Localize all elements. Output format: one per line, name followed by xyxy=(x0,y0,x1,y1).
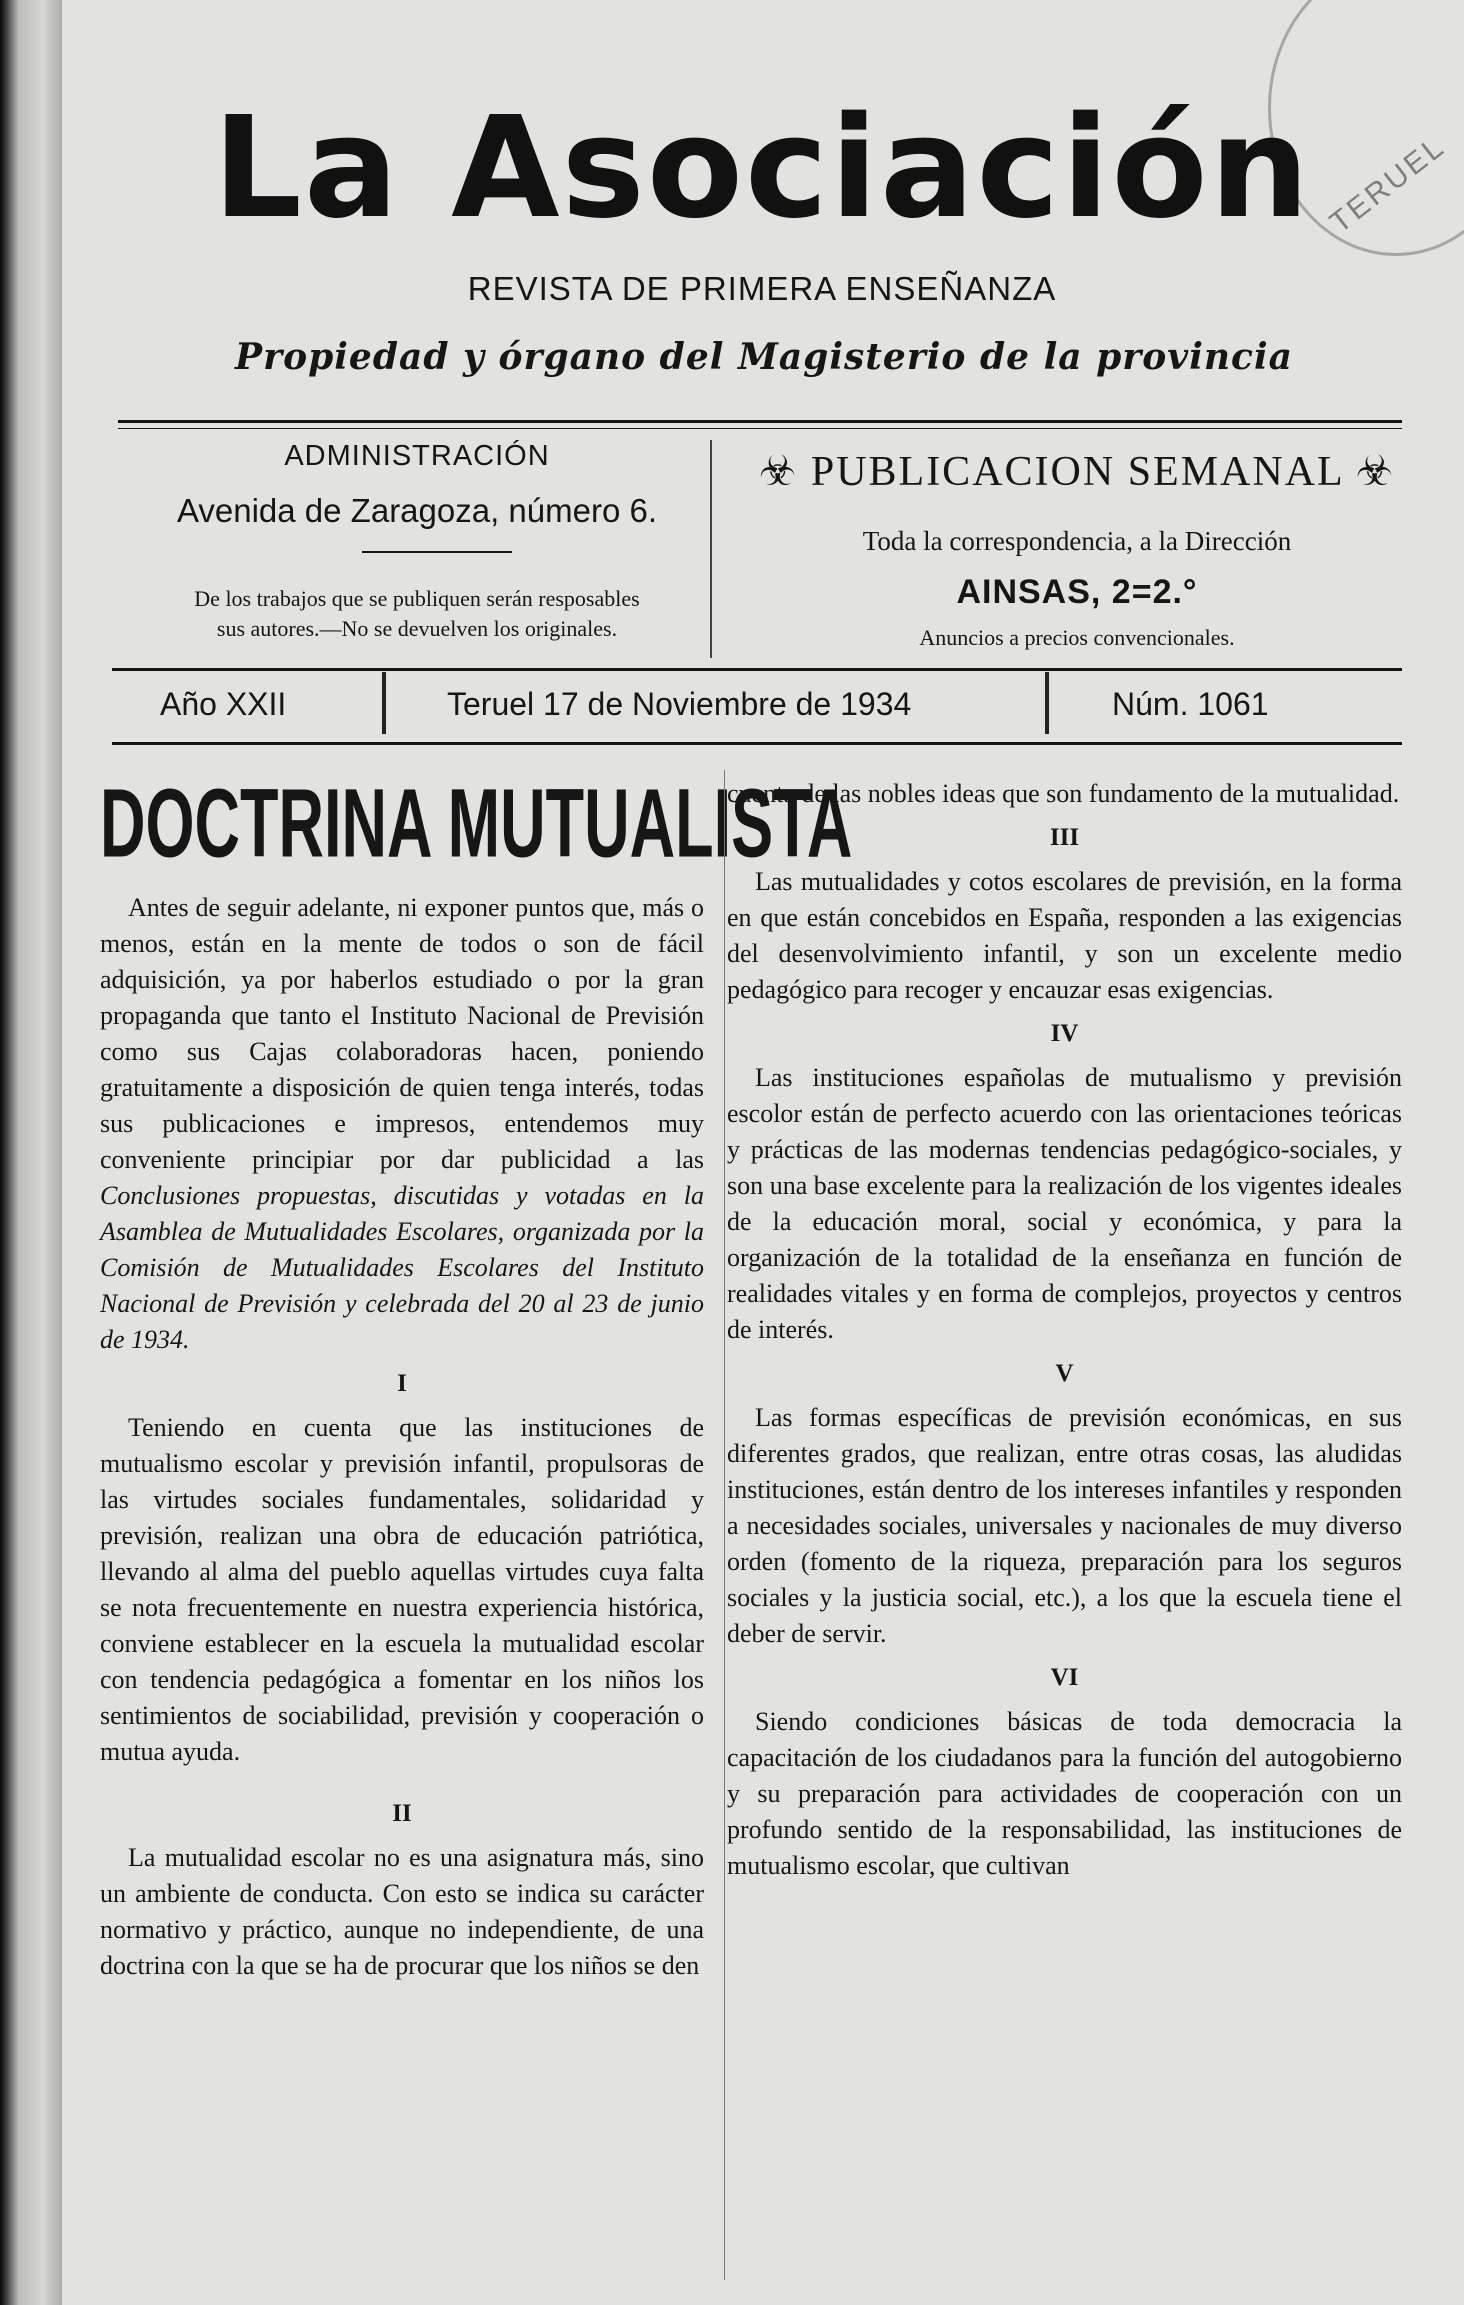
publication-ads: Anuncios a precios convencionales. xyxy=(919,625,1235,650)
section-heading-1: I xyxy=(397,1370,407,1397)
administration-note-line-1: De los trabajos que se publiquen serán resposables xyxy=(194,586,640,611)
header-rule-top xyxy=(118,420,1402,423)
masthead-title: La Asociación xyxy=(212,87,1312,250)
section-body-2: La mutualidad escolar no es una asignatura más, sino un ambiente de conducta. Con esto se indica su carácter normativo y práctico, aunque no independiente, de una doctrina con la que se ha de procurar que los niños se den xyxy=(100,1843,704,1980)
stamp-text: TERUEL xyxy=(1323,129,1452,240)
section-body-1: Teniendo en cuenta que las instituciones de mutualismo escolar y previsión infantil, propulsoras de las virtudes sociales fundamentales, solidaridad y previsión, realizan una obra de educación patriótica, llevando al alma del pueblo aquellas virtudes cuya falta se nota frecuentemente en nuestra experiencia histórica, conviene establecer en la escuela la mutualidad escolar con tendencia pedagógica a fomentar en los niños los sentimientos de sociabilidad, previsión y cooperación o mutua ayuda. xyxy=(100,1413,704,1766)
header-column-divider xyxy=(710,440,712,658)
issue-rule-top xyxy=(112,668,1402,671)
publication-correspondence: Toda la correspondencia, a la Dirección xyxy=(862,526,1292,556)
newspaper-page xyxy=(62,0,1464,2305)
article-column-right xyxy=(727,776,1402,1884)
administration-note-line-2: sus autores.—No se devuelven los originales. xyxy=(216,615,618,641)
publication-title: ☣ PUBLICACION SEMANAL ☣ xyxy=(758,449,1396,495)
article-intro xyxy=(100,890,704,1358)
spacer xyxy=(100,1770,704,1788)
administration-address: Avenida de Zaragoza, número 6. xyxy=(176,492,658,529)
administration-divider xyxy=(362,551,512,553)
section-heading-5: V xyxy=(1055,1360,1074,1387)
issue-rule-bottom xyxy=(112,742,1402,745)
book-spine xyxy=(0,0,62,2305)
section-heading-6: VI xyxy=(1050,1664,1079,1691)
issue-year: Año XXII xyxy=(160,686,287,722)
issue-separator-left xyxy=(382,672,386,734)
masthead-tagline: Propiedad y órgano del Magisterio de la provincia xyxy=(235,336,1293,378)
masthead-subtitle: REVISTA DE PRIMERA ENSEÑANZA xyxy=(467,270,1057,307)
administration-heading: ADMINISTRACIÓN xyxy=(284,440,550,472)
section-body-2-continued: cuenta de las nobles ideas que son fundamento de la mutualidad. xyxy=(727,779,1400,808)
section-body-3: Las mutualidades y cotos escolares de previsión, en la forma en que están concebidos en España, responden a las exigencias del desenvolvimiento infantil, y son un excelente medio pedagógico para recoger y encauzar esas exigencias. xyxy=(727,867,1402,1004)
section-body-6: Siendo condiciones básicas de toda democracia la capacitación de los ciudadanos para la función del autogobierno y su preparación para actividades de cooperación con un profundo sentido de la responsabilidad, las instituciones de mutualismo escolar, que cultivan xyxy=(727,1707,1402,1880)
section-body-5: Las formas específicas de previsión económicas, en sus diferentes grados, que realizan, entre otras cosas, las aludidas instituciones, están dentro de los intereses infantiles y responden a necesidades sociales, universales y nacionales de muy diverso orden (fomento de la riqueza, preparación para los seguros sociales y la justicia social, etc.), a los que la escuela tiene el deber de servir. xyxy=(727,1403,1402,1648)
column-divider xyxy=(724,770,725,2280)
article-headline: DOCTRINA MUTUALISTA xyxy=(100,769,853,879)
issue-separator-right xyxy=(1045,672,1049,734)
section-body-4: Las instituciones españolas de mutualismo y previsión escolor están de perfecto acuerdo con las orientaciones teóricas y prácticas de las modernas tendencias pedagógico-sociales, y son una base excelente para la realización de los vigentes ideales de la educación moral, social y económica, y para la organización de la totalidad de la enseñanza en función de realidades vitales y en forma de complejos, proyectos y centros de interés. xyxy=(727,1063,1402,1344)
section-heading-2: II xyxy=(392,1800,412,1827)
issue-number: Núm. 1061 xyxy=(1112,686,1269,722)
header-rule-top-thin xyxy=(118,428,1402,429)
article-intro-regular: Antes de seguir adelante, ni exponer puntos que, más o menos, están en la mente de todos o son de fácil adquisición, ya por haberlos estudiado o por la gran propaganda que tanto el Instituto Nacional de Previsión como sus Cajas colaboradoras hacen, poniendo gratuitamente a disposición de quien tenga interés, todas sus publicaciones e impresos, entendemos muy conveniente principiar por dar publicidad a las xyxy=(100,893,704,1174)
administration-note xyxy=(107,584,727,643)
section-heading-3: III xyxy=(1049,824,1080,851)
section-heading-4: IV xyxy=(1050,1020,1079,1047)
publication-address: AINSAS, 2=2.° xyxy=(956,573,1198,611)
article-intro-italic: Conclusiones propuestas, discutidas y votadas en la Asamblea de Mutualidades Escolares, organizada por la Comisión de Mutualidades Escolares del Instituto Nacional de Previsión y celebrada del 20 al 23 de junio de 1934. xyxy=(100,1181,704,1354)
issue-place-date: Teruel 17 de Noviembre de 1934 xyxy=(447,686,912,722)
article-column-left xyxy=(100,890,704,1984)
